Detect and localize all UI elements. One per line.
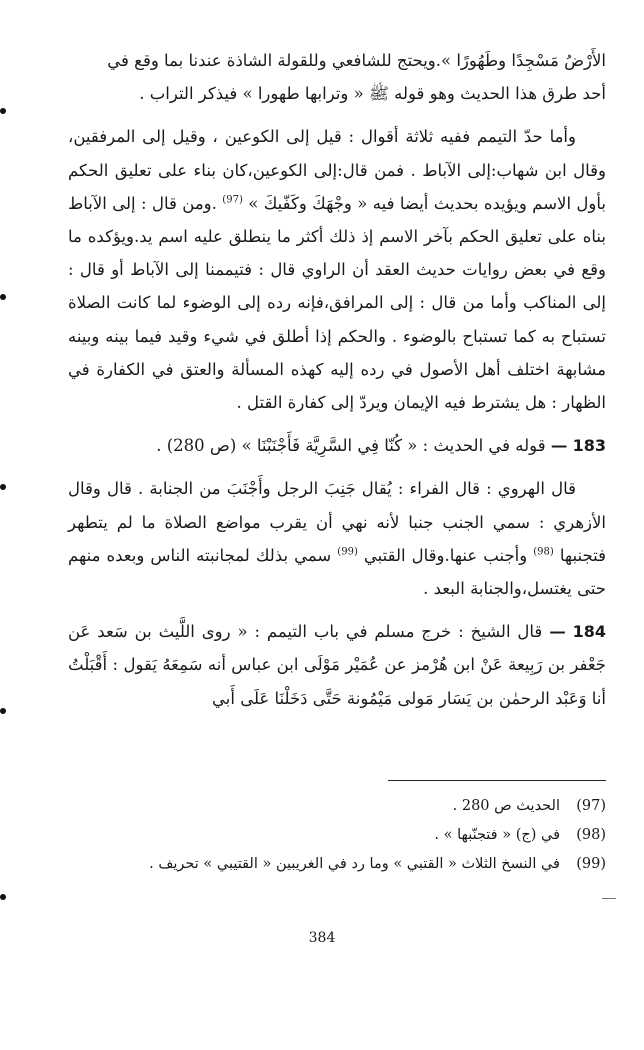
margin-mark — [0, 708, 6, 714]
footnote-text: الحديث ص 280 . — [452, 798, 560, 814]
footnote-number: (97) — [576, 798, 606, 814]
footnote-97 — [68, 792, 606, 821]
paragraph-3 — [68, 472, 606, 605]
footnote-ref-97: (97) — [222, 194, 243, 206]
footnote-number: (99) — [576, 856, 606, 872]
edge-mark — [602, 898, 616, 899]
heading-183-text: قوله في الحديث : « كُنّا فِي السَّرِيَّة فَأَجْنَبْنَا » (ص 280) . — [156, 436, 546, 456]
margin-mark — [0, 894, 6, 900]
paragraph-3-part-b: وأجنب عنها.وقال القتبي — [363, 545, 528, 565]
paragraph-3-part-c: سمي بذلك لمجانبته الناس وبعده منهم حتى يغتسل،والجنابة البعد . — [68, 545, 606, 599]
footnotes — [68, 792, 606, 879]
footnote-99 — [68, 850, 606, 879]
paragraph-3-part-a: قال الهروي : قال الفراء : يُقال جَنِبَ الرجل وأَجْنَبَ من الجنابة . قال وقال الأزهري : سمي الجنب جنبا لأنه نهي أن يقرب مواضع الصلاة ما لم يتطهر فتجنبها — [68, 479, 606, 565]
margin-mark — [0, 108, 6, 114]
paragraph-4-text: قال الشيخ : خرج مسلم في باب التيمم : « روى اللَّيث بن سَعد عَن جَعْفر بن رَبِيعة عَنْ ابن هُرْمز عن عُمَيْر مَوْلَى ابن عباس أنه سَمِعَهُ يَقول : أَقْبَلْتُ أنا وَعَبْد الرحمٰن بن يَسَار مَولى مَيْمُونة حَتَّى دَخَلْنَا عَلَى أَبي — [68, 622, 606, 708]
footnote-98 — [68, 821, 606, 850]
paragraph-2-part-b: .ومن قال : إلى الآباط بناه على تعليق الحكم بآخر الاسم إذ ذلك أكثر ما ينطلق عليه اسم يد.ويؤكده ما وقع في بعض روايات حديث العقد أن الراوي قال : فتيممنا إلى الآباط أو قال : إلى المناكب وأما من قال : إلى المرافق،فإنه رده إلى الوضوء لما كانت الصلاة تستباح به كما تستباح بالوضوء . والحكم إذا أطلق في شيء وقيد فيما بينه وبينه مشابهة اختلف أهل الأصول في رده إليه كهذه المسألة والعتق في الكفارة في الظهار : هل يشترط فيه الإيمان ويردّ إلى كفارة القتل . — [68, 193, 606, 413]
paragraph-1 — [68, 44, 606, 110]
entry-dash: — — [549, 622, 566, 642]
page-body — [68, 44, 606, 715]
paragraph-1-line-1: الأَرْضُ مَسْجِدًا وطَهُورًا ».ويحتج للشافعي وللقولة الشاذة عندنا بما وقع في — [107, 51, 606, 70]
footnote-text: في النسخ الثلاث « القتبي » وما رد في الغريبين « القتيبي » تحريف . — [149, 856, 560, 872]
entry-dash: — — [550, 436, 568, 456]
entry-number-184: 184 — [572, 622, 607, 642]
paragraph-2 — [68, 120, 606, 419]
entry-number-183: 183 — [572, 436, 606, 456]
footnote-text: في (ج) « فتجنّبها » . — [434, 827, 560, 843]
footnote-ref-99: (99) — [337, 546, 358, 558]
footnote-number: (98) — [576, 827, 606, 843]
footnote-ref-98: (98) — [533, 546, 554, 558]
heading-183 — [68, 429, 606, 462]
margin-mark — [0, 294, 6, 300]
page-number: 384 — [308, 930, 336, 946]
paragraph-2-part-a: وأما حدّ التيمم ففيه ثلاثة أقوال : قيل إلى الكوعين ، وقيل إلى المرفقين، وقال ابن شهاب:إلى الآباط . فمن قال:إلى الكوعين،كان بناء على تعليق الحكم بأول الاسم ويؤيده بحديث أيضا فيه « وجْهَكَ وكَفّيكَ » — [68, 127, 607, 213]
footnote-divider — [388, 780, 606, 781]
paragraph-4 — [68, 615, 606, 715]
margin-mark — [0, 484, 6, 490]
paragraph-1-line-2: أحد طرق هذا الحديث وهو قوله ﷺ « وترابها طهورا » فيذكر التراب . — [139, 84, 606, 104]
